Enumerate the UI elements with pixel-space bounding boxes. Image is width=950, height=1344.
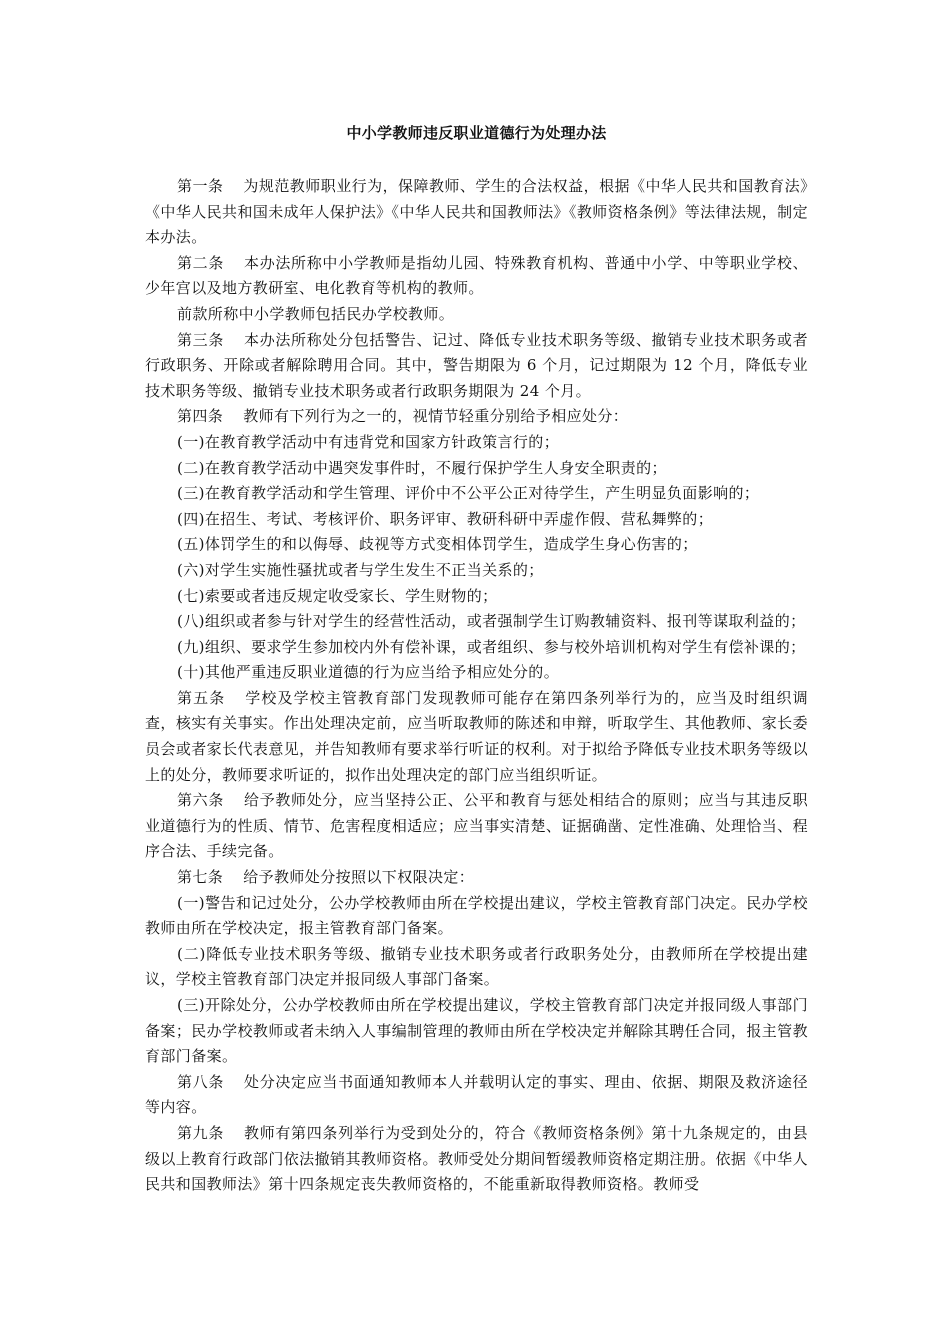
paragraph-text: (十)其他严重违反职业道德的行为应当给予相应处分的。 bbox=[177, 663, 560, 682]
paragraph bbox=[145, 456, 808, 482]
article-paragraph bbox=[145, 174, 808, 251]
article-number: 第六条 bbox=[177, 791, 225, 810]
paragraph-text: 教师有下列行为之一的，视情节轻重分别给予相应处分： bbox=[243, 407, 629, 426]
paragraph bbox=[145, 430, 808, 456]
paragraph-text: (四)在招生、考试、考核评价、职务评审、教研科研中弄虚作假、营私舞弊的； bbox=[177, 509, 714, 528]
paragraph-text: (九)组织、要求学生参加校内外有偿补课，或者组织、参与校外培训机构对学生有偿补课的； bbox=[177, 637, 806, 656]
paragraph bbox=[145, 660, 808, 686]
paragraph-text: 本办法所称处分包括警告、记过、降低专业技术职务等级、撤销专业技术职务或者行政职务、开除或者解除聘用合同。其中，警告期限为 6 个月，记过期限为 12 个月，降低专业技术职务等级、撤销专业技术职务或者行政职务期限为 24 个月。 bbox=[145, 330, 809, 400]
paragraph-text: (三)开除处分，公办学校教师由所在学校提出建议，学校主管教育部门决定并报同级人事部门备案；民办学校教师或者未纳入人事编制管理的教师由所在学校决定并解除其聘任合同，报主管教育部门备案。 bbox=[145, 996, 808, 1066]
paragraph bbox=[145, 609, 808, 635]
article-number: 第八条 bbox=[177, 1072, 225, 1091]
document-body bbox=[145, 174, 808, 1198]
paragraph bbox=[145, 635, 808, 661]
article-paragraph bbox=[145, 404, 808, 430]
article-paragraph bbox=[145, 788, 808, 865]
paragraph-text: (一)在教育教学活动中有违背党和国家方针政策言行的； bbox=[177, 432, 560, 451]
paragraph bbox=[145, 891, 808, 942]
article-number: 第四条 bbox=[177, 407, 224, 426]
article-number: 第五条 bbox=[177, 688, 226, 707]
paragraph bbox=[145, 507, 808, 533]
article-paragraph bbox=[145, 328, 808, 405]
paragraph-text: 为规范教师职业行为，保障教师、学生的合法权益，根据《中华人民共和国教育法》《中华人民共和国未成年人保护法》《中华人民共和国教师法》《教师资格条例》等法律法规，制定本办法。 bbox=[145, 177, 809, 247]
paragraph bbox=[145, 558, 808, 584]
paragraph-text: (六)对学生实施性骚扰或者与学生发生不正当关系的； bbox=[177, 560, 544, 579]
paragraph-text: (三)在教育教学活动和学生管理、评价中不公平公正对待学生，产生明显负面影响的； bbox=[177, 484, 760, 503]
paragraph-text: (二)在教育教学活动中遇突发事件时，不履行保护学生人身安全职责的； bbox=[177, 458, 667, 477]
paragraph bbox=[145, 942, 808, 993]
paragraph bbox=[145, 993, 808, 1070]
paragraph-text: (五)体罚学生的和以侮辱、歧视等方式变相体罚学生，造成学生身心伤害的； bbox=[177, 535, 698, 554]
article-paragraph bbox=[145, 686, 808, 788]
paragraph-text: 本办法所称中小学教师是指幼儿园、特殊教育机构、普通中小学、中等职业学校、少年宫以及地方教研室、电化教育等机构的教师。 bbox=[145, 253, 809, 298]
article-paragraph bbox=[145, 251, 808, 302]
paragraph-text: 教师有第四条列举行为受到处分的，符合《教师资格条例》第十九条规定的，由县级以上教育行政部门依法撤销其教师资格。教师受处分期间暂缓教师资格定期注册。依据《中华人民共和国教师法》第十四条规定丧失教师资格的，不能重新取得教师资格。教师受 bbox=[145, 1123, 809, 1194]
paragraph-text: 前款所称中小学教师包括民办学校教师。 bbox=[177, 304, 455, 323]
document-page bbox=[145, 122, 808, 1198]
article-number: 第一条 bbox=[177, 177, 224, 195]
paragraph-text: (七)索要或者违反规定收受家长、学生财物的； bbox=[177, 586, 498, 605]
article-paragraph bbox=[145, 865, 808, 891]
paragraph bbox=[145, 302, 808, 328]
document-title: 中小学教师违反职业道德行为处理办法 bbox=[346, 124, 607, 142]
article-number: 第二条 bbox=[177, 253, 225, 272]
article-number: 第七条 bbox=[177, 868, 224, 887]
paragraph-text: 学校及学校主管教育部门发现教师可能存在第四条列举行为的，应当及时组织调查，核实有关事实。作出处理决定前，应当听取教师的陈述和申辩，听取学生、其他教师、家长委员会或者家长代表意见，并告知教师有要求举行听证的权利。对于拟给予降低专业技术职务等级以上的处分，教师要求听证的，拟作出处理决定的部门应当组织听证。 bbox=[145, 688, 808, 784]
article-paragraph bbox=[145, 1070, 808, 1121]
paragraph-text: (一)警告和记过处分，公办学校教师由所在学校提出建议，学校主管教育部门决定。民办学校教师由所在学校决定，报主管教育部门备案。 bbox=[145, 893, 808, 938]
paragraph-text: 给予教师处分，应当坚持公正、公平和教育与惩处相结合的原则；应当与其违反职业道德行为的性质、情节、危害程度相适应；应当事实清楚、证据确凿、定性准确、处理恰当、程序合法、手续完备。 bbox=[145, 791, 809, 861]
paragraph bbox=[145, 584, 808, 610]
paragraph-text: (八)组织或者参与针对学生的经营性活动，或者强制学生订购教辅资料、报刊等谋取利益的； bbox=[177, 612, 806, 631]
paragraph bbox=[145, 481, 808, 507]
paragraph-text: 处分决定应当书面通知教师本人并载明认定的事实、理由、依据、期限及救济途径等内容。 bbox=[145, 1072, 809, 1117]
article-number: 第三条 bbox=[177, 330, 225, 349]
article-paragraph bbox=[145, 1121, 808, 1198]
article-number: 第九条 bbox=[177, 1123, 225, 1142]
paragraph-text: 给予教师处分按照以下权限决定： bbox=[243, 868, 475, 887]
paragraph-text: (二)降低专业技术职务等级、撤销专业技术职务或者行政职务处分，由教师所在学校提出建议，学校主管教育部门决定并报同级人事部门备案。 bbox=[145, 944, 808, 989]
paragraph bbox=[145, 532, 808, 558]
